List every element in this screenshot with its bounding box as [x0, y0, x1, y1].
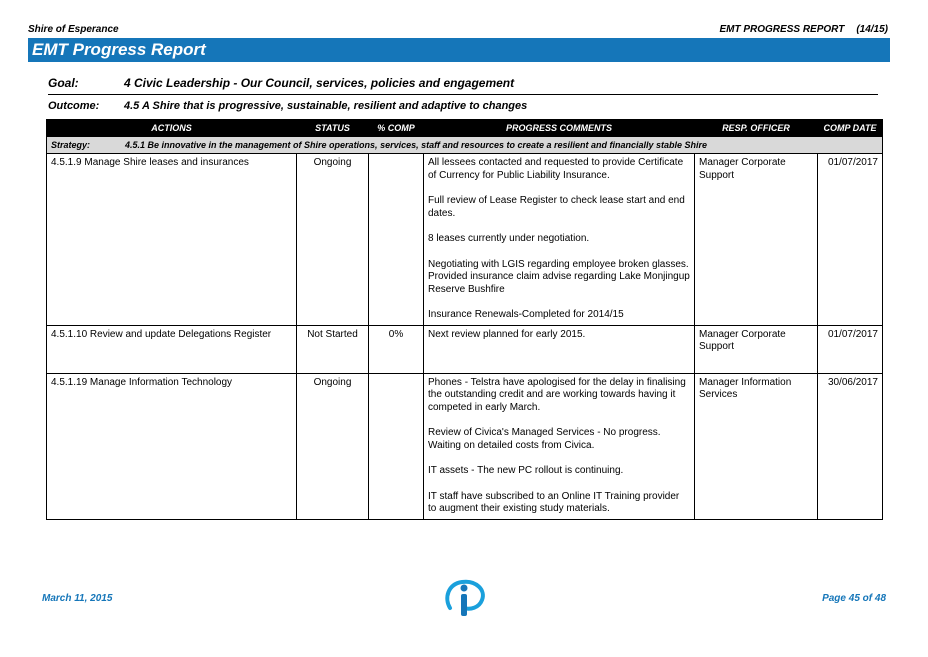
comment-paragraph: Insurance Renewals-Completed for 2014/15	[428, 309, 624, 320]
col-responsible-officer: RESP. OFFICER	[695, 120, 818, 137]
action-cell: 4.5.1.19 Manage Information Technology	[47, 373, 297, 519]
comment-paragraph: Full review of Lease Register to check lease start and end dates.	[428, 195, 685, 219]
table-row	[47, 373, 883, 519]
comment-paragraph: Review of Civica's Managed Services - No progress. Waiting on detailed costs from Civica.	[428, 427, 661, 451]
progress-table	[46, 119, 883, 520]
table-header-row	[47, 120, 883, 137]
report-title: EMT PROGRESS REPORT	[719, 24, 845, 35]
officer-cell: Manager Corporate Support	[695, 154, 818, 326]
strategy-label: Strategy:	[51, 140, 91, 150]
page-ref: (14/15)	[856, 24, 888, 35]
strategy-row	[47, 137, 883, 154]
col-status: STATUS	[297, 120, 369, 137]
percent-complete-cell: 0%	[369, 325, 424, 373]
action-cell: 4.5.1.9 Manage Shire leases and insurances	[47, 154, 297, 326]
officer-cell: Manager Corporate Support	[695, 325, 818, 373]
table-row	[47, 154, 883, 326]
col-percent-complete: % COMP	[369, 120, 424, 137]
footer-page-number: Page 45 of 48	[822, 593, 886, 604]
comment-paragraph: IT staff have subscribed to an Online IT Training provider to augment their existing study materials.	[428, 490, 680, 514]
goal-heading	[48, 76, 878, 95]
comment-paragraph: IT assets - The new PC rollout is continuing.	[428, 465, 624, 476]
percent-complete-cell	[369, 154, 424, 326]
status-cell: Ongoing	[297, 373, 369, 519]
outcome-label: Outcome:	[48, 100, 100, 112]
goal-text: 4 Civic Leadership - Our Council, services, policies and engagement	[124, 76, 515, 90]
outcome-heading	[48, 100, 527, 112]
outcome-text: 4.5 A Shire that is progressive, sustainable, resilient and adaptive to changes	[124, 100, 528, 112]
table-row	[47, 325, 883, 373]
strategy-cell	[47, 137, 883, 154]
comment-paragraph: Negotiating with LGIS regarding employee broken glasses. Provided insurance claim advise regarding Lake Monjingup Reserve Bushfire	[428, 258, 690, 295]
report-banner: EMT Progress Report	[28, 38, 890, 62]
comment-paragraph: Next review planned for early 2015.	[428, 328, 586, 340]
percent-complete-cell	[369, 373, 424, 519]
date-cell: 30/06/2017	[818, 373, 883, 519]
comments-cell	[424, 325, 695, 373]
strategy-text: 4.5.1 Be innovative in the management of Shire operations, services, staff and resources to create a resilient and financially stable Shire	[125, 140, 708, 150]
comment-paragraph: 8 leases currently under negotiation.	[428, 233, 590, 244]
status-cell: Not Started	[297, 325, 369, 373]
col-completion-date: COMP DATE	[818, 120, 883, 137]
comments-cell	[424, 154, 695, 326]
date-cell: 01/07/2017	[818, 325, 883, 373]
footer-date: March 11, 2015	[42, 593, 113, 604]
comment-paragraph: All lessees contacted and requested to provide Certificate of Currency for Public Liability Insurance.	[428, 157, 684, 181]
col-actions: ACTIONS	[47, 120, 297, 137]
comments-cell	[424, 373, 695, 519]
info-i-logo-icon	[442, 578, 488, 620]
date-cell: 01/07/2017	[818, 154, 883, 326]
officer-cell: Manager Information Services	[695, 373, 818, 519]
comment-paragraph: Phones - Telstra have apologised for the delay in finalising the outstanding credit and are working towards having it competed in early March.	[428, 376, 686, 413]
report-header	[719, 24, 888, 35]
action-cell: 4.5.1.10 Review and update Delegations Register	[47, 325, 297, 373]
goal-label: Goal:	[48, 76, 79, 90]
organisation-name: Shire of Esperance	[28, 24, 119, 35]
status-cell: Ongoing	[297, 154, 369, 326]
col-progress-comments: PROGRESS COMMENTS	[424, 120, 695, 137]
